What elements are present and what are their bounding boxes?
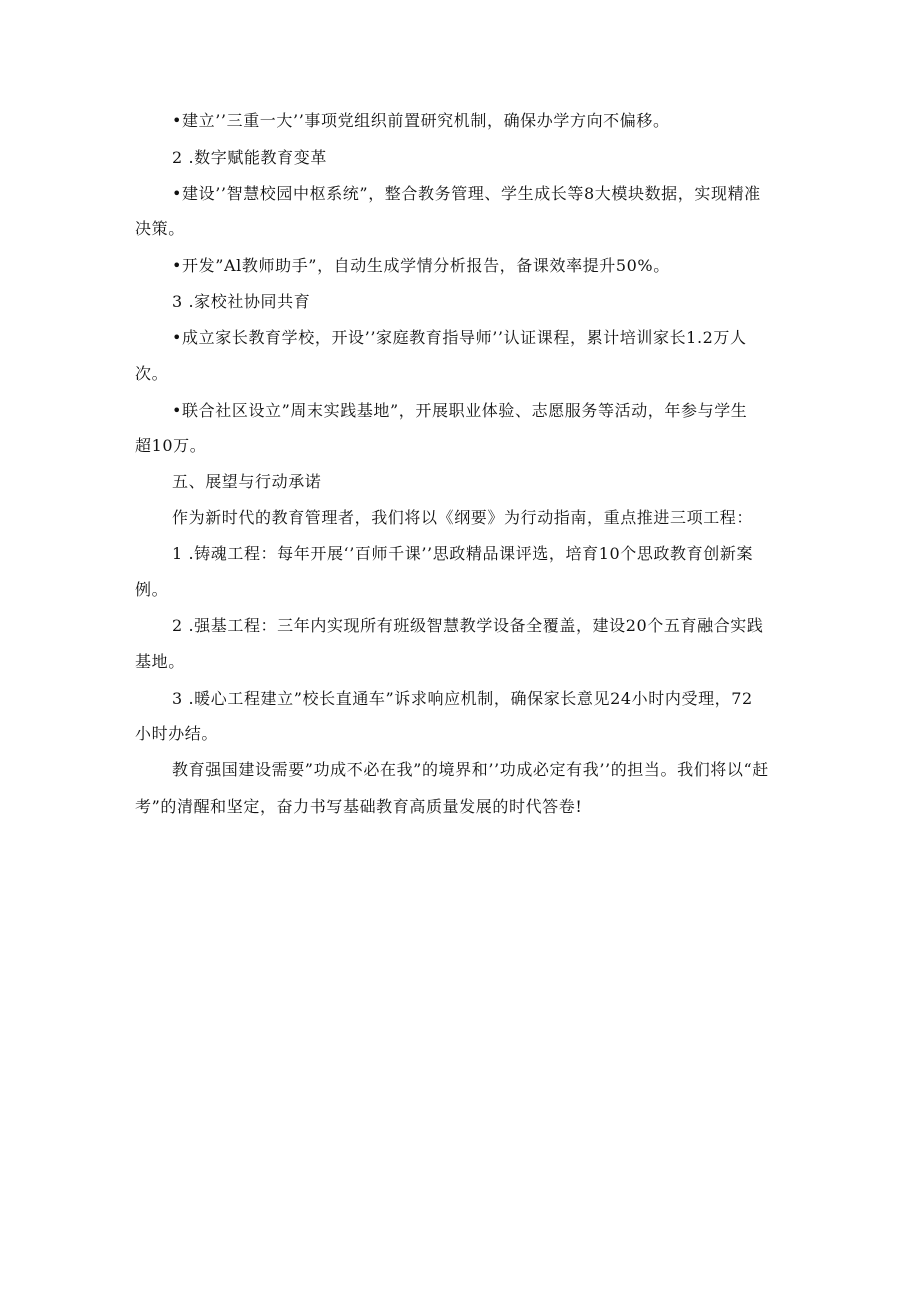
item-soul-project: 1 .铸魂工程：每年开展‘’百师千课’’思政精品课评选，培育10个思政教育创新案 xyxy=(172,544,754,563)
paragraph-closing: 教育强国建设需要”功成不必在我”的境界和’’功成必定有我’’的担当。我们将以“赶 xyxy=(172,760,769,779)
item-foundation-project-cont: 基地。 xyxy=(135,652,185,671)
section-heading-digital: 2 .数字赋能教育变革 xyxy=(172,148,327,167)
bullet-smart-campus-cont: 决策。 xyxy=(135,219,185,238)
bullet-parent-school-cont: 次。 xyxy=(135,364,169,383)
bullet-three-important: •建立’’三重一大’’事项党组织前置研究机制，确保办学方向不偏移。 xyxy=(172,111,670,130)
bullet-parent-school: •成立家长教育学校，开设’’家庭教育指导师’’认证课程，累计培训家长1.2万人 xyxy=(172,328,747,347)
item-warm-heart-project: 3 .暖心工程建立”校长直通车”诉求响应机制，确保家长意见24小时内受理，72 xyxy=(172,689,753,708)
item-soul-project-cont: 例。 xyxy=(135,580,169,599)
bullet-ai-assistant: •开发”Al教师助手”，自动生成学情分析报告，备课效率提升50%。 xyxy=(172,256,670,275)
paragraph-intro: 作为新时代的教育管理者，我们将以《纲要》为行动指南，重点推进三项工程： xyxy=(172,508,754,527)
bullet-weekend-base: •联合社区设立”周末实践基地”，开展职业体验、志愿服务等活动，年参与学生 xyxy=(172,401,748,420)
section-heading-home-school: 3 .家校社协同共育 xyxy=(172,292,311,311)
bullet-weekend-base-cont: 超10万。 xyxy=(135,436,207,455)
item-foundation-project: 2 .强基工程：三年内实现所有班级智慧教学设备全覆盖，建设20个五育融合实践 xyxy=(172,616,764,635)
item-warm-heart-project-cont: 小时办结。 xyxy=(135,724,219,743)
paragraph-closing-cont: 考”的清醒和坚定，奋力书写基础教育高质量发展的时代答卷! xyxy=(135,797,583,816)
bullet-smart-campus: •建设’’智慧校园中枢系统”，整合教务管理、学生成长等8大模块数据，实现精准 xyxy=(172,184,761,203)
section-heading-outlook: 五、展望与行动承诺 xyxy=(172,472,322,491)
